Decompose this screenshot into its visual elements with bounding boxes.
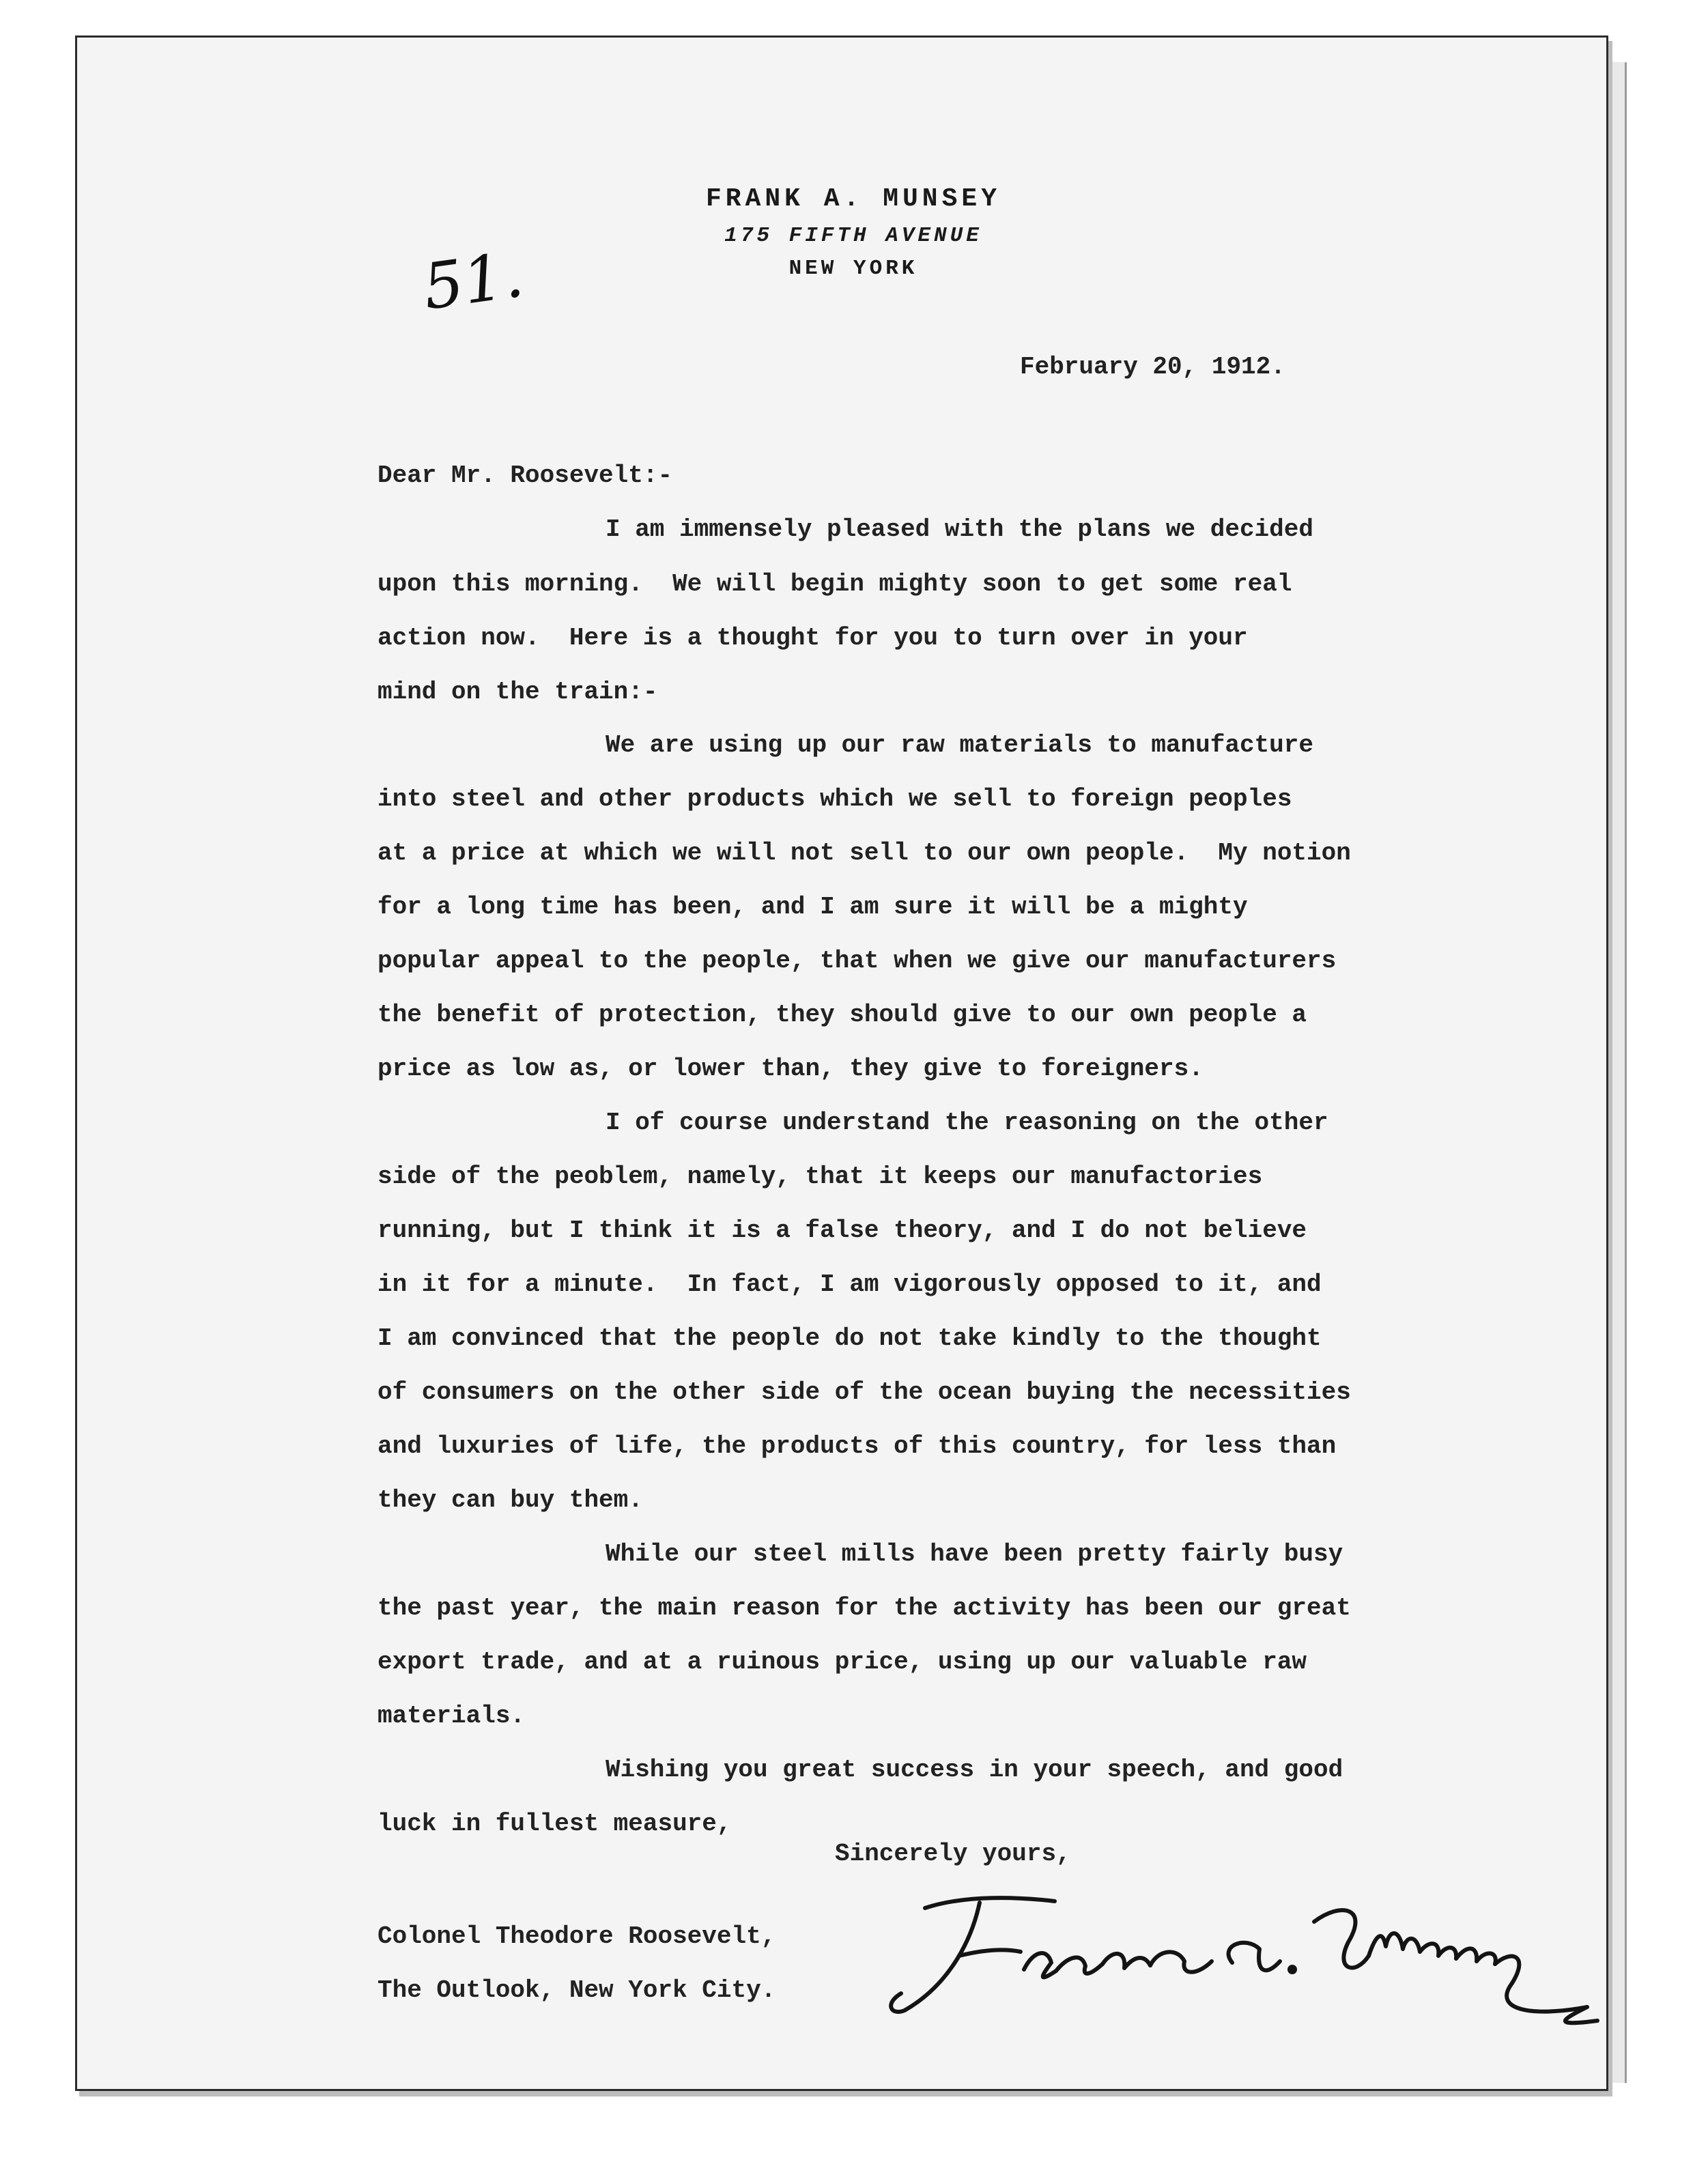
body-line: for a long time has been, and I am sure it will be a mighty [378, 893, 1248, 921]
recipient-address: The Outlook, New York City. [378, 1976, 776, 2004]
body-line: I of course understand the reasoning on the other [606, 1109, 1328, 1137]
letterhead-address: 175 FIFTH AVENUE [724, 224, 982, 248]
body-line: Wishing you great success in your speech, and good [606, 1756, 1343, 1784]
handwritten-signature [877, 1881, 1601, 2038]
body-line: luck in fullest measure, [378, 1810, 732, 1838]
body-line: export trade, and at a ruinous price, using up our valuable raw [378, 1648, 1307, 1676]
body-line: side of the peoblem, namely, that it keeps our manufactories [378, 1163, 1263, 1191]
letterhead-city: NEW YORK [788, 257, 918, 281]
body-line: they can buy them. [378, 1486, 643, 1514]
body-line: While our steel mills have been pretty fairly busy [606, 1540, 1343, 1568]
body-line: action now. Here is a thought for you to turn over in your [378, 624, 1248, 652]
body-line: of consumers on the other side of the ocean buying the necessities [378, 1378, 1351, 1406]
body-line: mind on the train:- [378, 678, 658, 706]
body-line: I am convinced that the people do not take kindly to the thought [378, 1324, 1322, 1352]
body-line: at a price at which we will not sell to our own people. My notion [378, 839, 1351, 867]
recipient-name: Colonel Theodore Roosevelt, [378, 1922, 776, 1950]
letter-date: February 20, 1912. [1020, 353, 1285, 381]
letterhead-name: FRANK A. MUNSEY [705, 184, 1001, 214]
body-line: in it for a minute. In fact, I am vigorously opposed to it, and [378, 1270, 1322, 1298]
body-line: We are using up our raw materials to manufacture [606, 731, 1313, 759]
body-line: I am immensely pleased with the plans we decided [606, 515, 1313, 543]
body-line: the benefit of protection, they should give to our own people a [378, 1001, 1307, 1029]
salutation: Dear Mr. Roosevelt:- [378, 461, 673, 489]
complimentary-close: Sincerely yours, [835, 1840, 1071, 1868]
body-line: into steel and other products which we sell to foreign peoples [378, 785, 1292, 813]
body-line: popular appeal to the people, that when we give our manufacturers [378, 947, 1337, 975]
body-line: materials. [378, 1702, 526, 1730]
body-line: and luxuries of life, the products of this country, for less than [378, 1432, 1337, 1460]
folio-number: 51. [418, 238, 528, 324]
body-line: price as low as, or lower than, they give to foreigners. [378, 1055, 1204, 1083]
body-line: the past year, the main reason for the activity has been our great [378, 1594, 1351, 1622]
body-line: running, but I think it is a false theory, and I do not believe [378, 1217, 1307, 1244]
body-line: upon this morning. We will begin mighty soon to get some real [378, 570, 1292, 598]
